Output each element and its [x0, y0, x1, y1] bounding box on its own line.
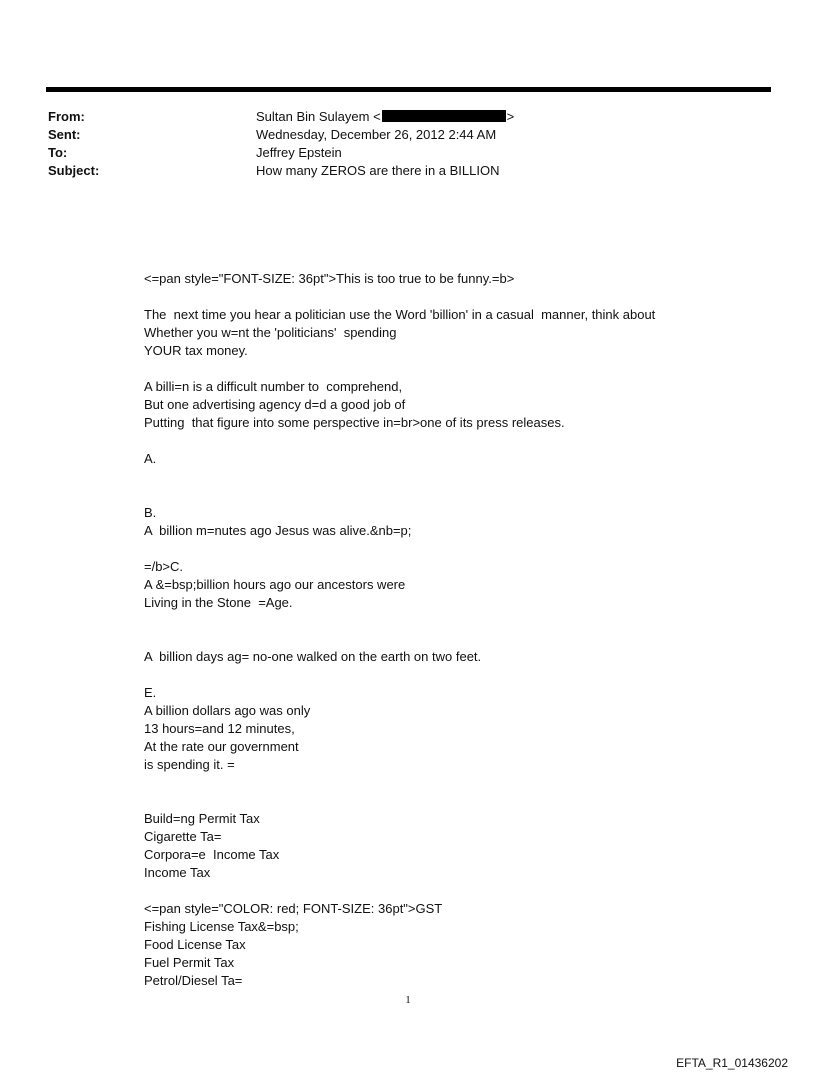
body-line: A billi=n is a difficult number to comprehend,: [144, 379, 403, 394]
to-row: [48, 144, 748, 162]
document-id: EFTA_R1_01436202: [676, 1056, 788, 1070]
body-line: [144, 540, 764, 558]
body-line: A.: [144, 451, 157, 466]
body-line: But one advertising agency d=d a good job of: [144, 397, 406, 412]
email-body: [144, 270, 764, 990]
body-line: [144, 666, 764, 684]
subject-value: How many ZEROS are there in a BILLION: [256, 163, 500, 178]
body-line: is spending it. =: [144, 757, 235, 772]
body-line: A billion dollars ago was only: [144, 703, 311, 718]
body-line: Cigarette Ta=: [144, 829, 222, 844]
body-line: Living in the Stone =Age.: [144, 595, 293, 610]
body-line: Fishing License Tax&=bsp;: [144, 919, 299, 934]
body-line: YOUR tax money.: [144, 343, 248, 358]
body-line: Income Tax: [144, 865, 211, 880]
body-line: Whether you w=nt the 'politicians' spending: [144, 325, 397, 340]
from-value: [256, 108, 748, 126]
header-rule: [46, 87, 771, 92]
body-line: [144, 288, 764, 306]
body-line: Build=ng Permit Tax: [144, 811, 260, 826]
body-line: [144, 882, 764, 900]
body-line: At the rate our government: [144, 739, 299, 754]
body-line: Fuel Permit Tax: [144, 955, 235, 970]
body-line: <=pan style="FONT-SIZE: 36pt">This is too true to be funny.=b>: [144, 271, 515, 286]
body-line: A &=bsp;billion hours ago our ancestors were: [144, 577, 406, 592]
body-line: [144, 792, 764, 810]
body-line: [144, 774, 764, 792]
body-line: The next time you hear a politician use the Word 'billion' in a casual manner, think about: [144, 307, 656, 322]
subject-label: Subject:: [48, 163, 100, 178]
body-line: [144, 468, 764, 486]
body-line: [144, 612, 764, 630]
body-line: [144, 360, 764, 378]
body-line: =/b>C.: [144, 559, 184, 574]
body-line: 13 hours=and 12 minutes,: [144, 721, 295, 736]
from-name: Sultan Bin Sulayem <: [256, 109, 381, 124]
email-header: [48, 108, 748, 180]
subject-row: [48, 162, 748, 180]
body-line: Putting that figure into some perspective in=br>one of its press releases.: [144, 415, 565, 430]
body-line: [144, 486, 764, 504]
to-label: To:: [48, 145, 68, 160]
body-line: Petrol/Diesel Ta=: [144, 973, 243, 988]
from-label: From:: [48, 109, 85, 124]
body-line: A billion m=nutes ago Jesus was alive.&nb=p;: [144, 523, 412, 538]
body-line: A billion days ag= no-one walked on the earth on two feet.: [144, 649, 482, 664]
body-line: E.: [144, 685, 157, 700]
body-line: [144, 630, 764, 648]
body-line: B.: [144, 505, 157, 520]
body-line: [144, 432, 764, 450]
sent-value: Wednesday, December 26, 2012 2:44 AM: [256, 127, 497, 142]
body-line: <=pan style="COLOR: red; FONT-SIZE: 36pt">GST: [144, 901, 443, 916]
redaction-bar: [382, 110, 506, 122]
page-number: 1: [405, 994, 411, 1006]
body-line: Corpora=e Income Tax: [144, 847, 280, 862]
to-value: Jeffrey Epstein: [256, 145, 342, 160]
sent-label: Sent:: [48, 127, 81, 142]
sent-row: [48, 126, 748, 144]
from-row: [48, 108, 748, 126]
body-line: Food License Tax: [144, 937, 246, 952]
from-close: >: [506, 109, 515, 124]
